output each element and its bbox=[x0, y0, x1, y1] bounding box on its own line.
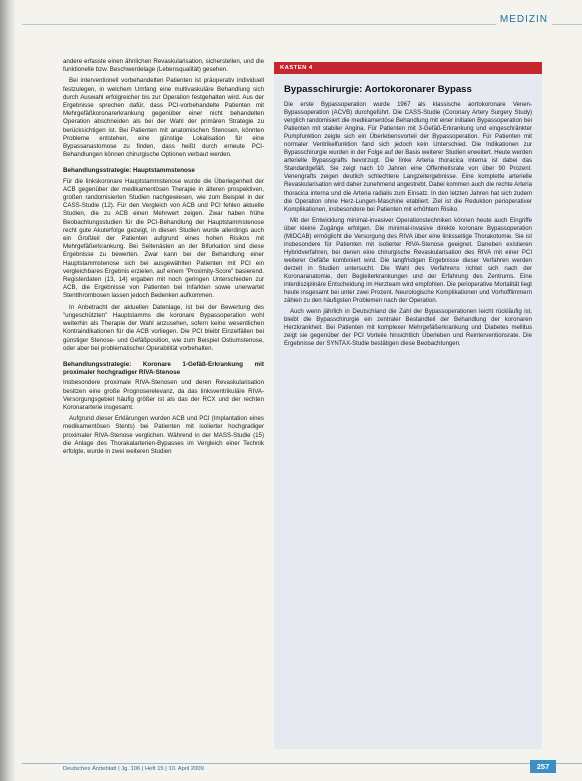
footer-rule bbox=[22, 763, 582, 764]
left-text-column bbox=[63, 58, 264, 758]
box-tag: KASTEN 4 bbox=[274, 62, 542, 74]
subheading-hauptstamm: Behandlungsstrategie: Hauptstammstenose bbox=[63, 167, 195, 175]
page-number: 257 bbox=[530, 760, 556, 773]
box-title: Bypasschirurgie: Aortokoronarer Bypass bbox=[284, 84, 472, 95]
paragraph: In Anbetracht der aktuellen Datenlage, ist bei der Bewertung des "ungeschützten" Hauptstamms die koronare Bypassoperation wohl weiterhin als Therapie der Wahl anzusehen, sofern keine wesentlichen Kontraindikationen für die ACB vorliegen. Die PCI bleibt Einzelfällen bei günstiger Stenose- und Gefäßposition, wie zum Beispiel Ostiumstenose, oder aber bei problematischer Operabilität vorbehalten. bbox=[63, 303, 264, 352]
section-label: MEDIZIN bbox=[496, 14, 552, 25]
box-paragraph: Die erste Bypassoperation wurde 1967 als klassische aortokoronare Venen-Bypassoperation (ACVB) durchgeführt. Die CASS-Studie (Coronary Artery Surgery Study) verglich randomisiert die medikamentöse Behandlung mit einer initialen Bypassoperation bei Patienten mit stabiler Angina. Für Patienten mit 3-Gefäß-Erkrankung und eingeschränkter Pumpfunktion zeigte sich ein Überlebensvorteil der Bypassoperation. Für Patienten mit normaler Ventrikelfunktion fand sich jedoch kein Unterschied. Die Indikationen zur Bypasschirurgie wurden in der Folge auf der Basis weiterer Studien erweitert. Heute werden arterielle Bypassgrafts bevorzugt. Die linke Arteria thoracica interna ist dabei das Standardgefäß. Sie zeigt nach 10 Jahren eine Offenheitsrate von über 90 Prozent. Venengrafts zeigen deutlich schlechtere Langzeitergebnisse. Eine komplette arterielle Revaskularisation wird daher zunehmend angestrebt. Dabei kommen auch die rechte Arteria thoracica interna und die Arteria radialis zum Einsatz. In den letzten Jahren hat sich zudem die Operation ohne Herz-Lungen-Maschine etabliert. Ziel ist die Reduktion perioperativer Komplikationen, insbesondere bei Patienten mit erhöhtem Risiko. bbox=[284, 102, 532, 213]
box-body bbox=[284, 101, 532, 348]
paragraph: Bei interventionell vorbehandelten Patienten ist präoperativ individuell festzulegen, in welchem Umfang eine multivaskuläre Behandlung sich durch Auswahl erfolgreicher bis zur Operation festgehalten wird. Aus der Ergebnisse sprechen dafür, dass PCI-vorbehandelte Patienten mit Mehrgefäßkoronarerkrankung gegenüber einer nicht behandelten Operation abschneiden als bei der Wahl der primären Strategie zu berücksichtigen ist. Bei Patienten mit anatomischen Stenosen, könnten Probleme entstehen, eine günstige Lokalisation für eine Bypassanastomose zu finden, dass heißt durch erneute PCI-Behandlungen können chirurgische Optionen verbaut werden. bbox=[63, 77, 264, 159]
box-paragraph: Mit der Entwicklung minimal-invasiver Operationstechniken können heute auch Eingriffe über kleine Zugänge erfolgen. Die minimal-invasive direkte koronare Bypassoperation (MIDCAB) ermöglicht die Versorgung des RIVA über eine linksseitige Thorakotomie. Sie ist insbesondere für Patienten mit isolierter RIVA-Stenose geeignet. Daneben existieren Hybridverfahren, bei denen eine chirurgische Revaskularisation des RIVA mit einer PCI weiterer Gefäße kombiniert wird. Die langfristigen Ergebnisse dieser Verfahren werden derzeit in Studien untersucht. Die Wahl des Verfahrens richtet sich nach der Koronaranatomie, den Begleiterkrankungen und der Erfahrung des Zentrums. Eine interdisziplinäre Entscheidung im Herzteam wird empfohlen. Die perioperative Mortalität liegt heute insgesamt bei unter zwei Prozent. Neurologische Komplikationen und Vorhofflimmern zählen zu den häufigsten Problemen nach der Operation. bbox=[284, 217, 532, 305]
intro-paragraph: andere erfasste einen ähnlichen Revaskularisation, sicherstellen, und die funktionelle bzw. Beschwerdelage (Lebensqualität) gesehen. bbox=[63, 58, 264, 74]
footer-reference: Deutsches Ärzteblatt | Jg. 106 | Heft 15 | 10. April 2009 bbox=[63, 766, 204, 772]
paragraph: Für die linkskoronare Hauptstammstenose wurde die Überlegenheit der ACB gegenüber der medikamentösen Therapie in älteren prospektiven, großen randomisierten Studien nachgewiesen, wie zum Beispiel in der CASS-Studie (12). Für den Vergleich von ACB und PCI fehlen aktuelle Studien, die zu ACB einen Mehrwert zeigen. Zwar haben frühe Beobachtungsstudien für die PCI-Behandlung der Hauptstammstenose recht gute Akuterfolge gezeigt, in diesen Studien wurde allerdings auch ein Großteil der Patienten aufgrund eines hohen Risikos mit Mehrgefäßerkrankung. Bei Seitenästen an der Bifurkation sind diese Ergebnisse zu bewerten. Zwar kann bei der Behandlung einer Hauptstammstenose sich bei ausgewählten Patienten mit PCI ein vergleichbares Ergebnis erzielen, auf einem "Proximity-Score" basierend. Registerdaten (13, 14) ergaben mit noch geringen Unterschieden zur ACB, die Ergebnisse von Patienten bei Infarkten sowie unerwartet Stentthrombosen lassen jedoch Bedenken aufkommen. bbox=[63, 177, 264, 300]
paragraph: Insbesondere proximale RIVA-Stenosen und deren Revaskularisation besitzen eine große Prognoserelevanz, da das linksventrikuläre RIVA-Versorgungsgebiet häufig größer ist als das der RCX und der rechten Koronararterie insgesamt. bbox=[63, 379, 264, 411]
box-paragraph: Auch wenn jährlich in Deutschland die Zahl der Bypassoperationen leicht rückläufig ist, bleibt die Bypasschirurgie ein zentraler Bestandteil der Behandlung der koronaren Herzkrankheit. Bei Patienten mit komplexer Mehrgefäßerkrankung und Diabetes mellitus zeigt sie gegenüber der PCI Vorteile hinsichtlich Überleben und Reinterventionsrate. Die Ergebnisse der SYNTAX-Studie bestätigen diese Beobachtungen. bbox=[284, 309, 532, 348]
page-fold-shadow bbox=[0, 0, 16, 781]
paragraph: Aufgrund dieser Erklärungen wurden ACB und PCI (Implantation eines medikamentösen Stents) bei Patienten mit isolierter hochgradiger proximaler RIVA-Stenose verglichen. Während in der MASS-Studie (15) die Anlage des Thorakalarterien-Bypasses im Vergleich einer Technik erfolgte, wurde in zwei weiteren Studien bbox=[63, 415, 264, 455]
info-box bbox=[274, 62, 542, 749]
subheading-riva: Behandlungsstrategie: Koronare 1-Gefäß-Erkrankung mit proximaler hochgradiger RIVA-Stenose bbox=[63, 360, 264, 377]
